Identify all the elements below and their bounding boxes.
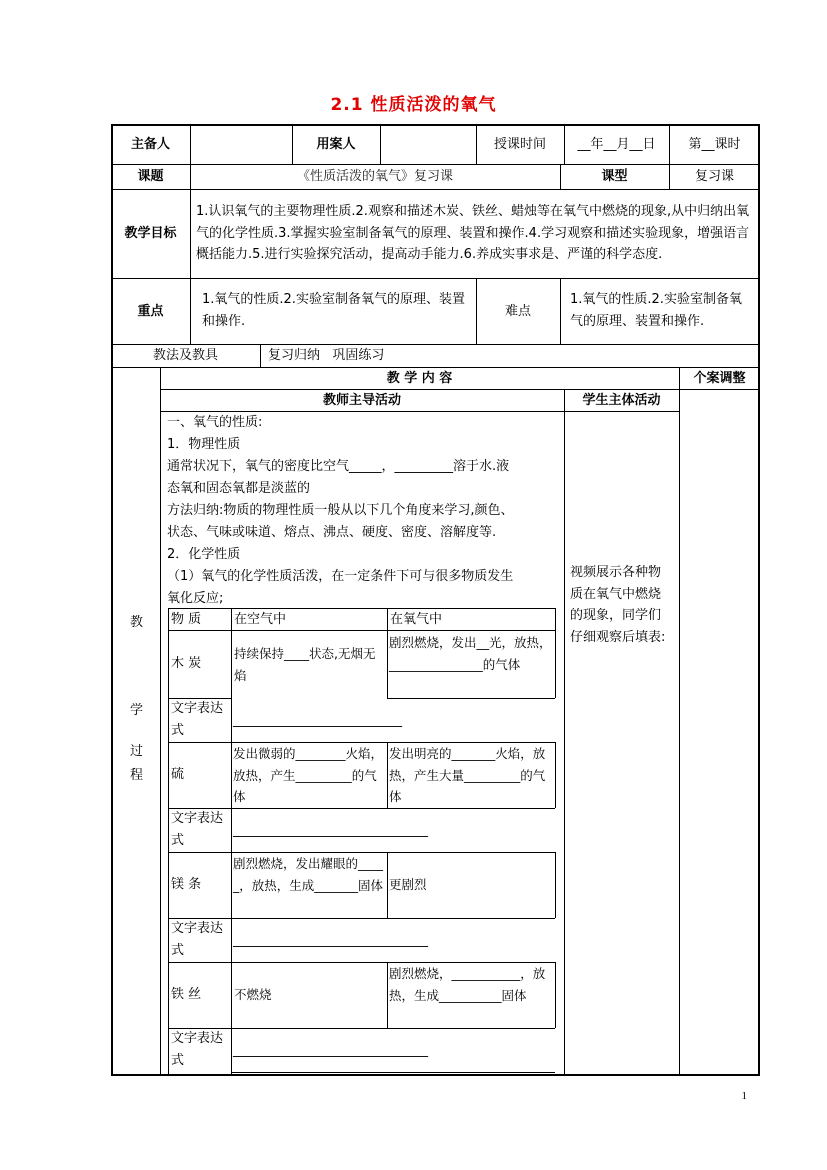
row-oxygen-iron: 剧烈燃烧，___________，放热，生成__________固体 bbox=[389, 966, 546, 1003]
side-label-3: 过 bbox=[130, 744, 144, 759]
user-label: 用案人 bbox=[316, 136, 356, 152]
hard-label: 难点 bbox=[504, 303, 531, 319]
page-title: 2.1 性质活泼的氧气 bbox=[330, 95, 497, 115]
date-field: __年__月__日 bbox=[577, 136, 656, 152]
key-label: 重点 bbox=[137, 303, 164, 319]
row-air-iron: 不燃烧 bbox=[234, 987, 272, 1002]
word-eq-label: 文字表达式 bbox=[171, 811, 224, 848]
type-label: 课型 bbox=[601, 169, 628, 184]
time-label: 授课时间 bbox=[493, 136, 546, 152]
row-oxygen-charcoal: 剧烈燃烧，发出__光，放热，_______________的气体 bbox=[389, 635, 552, 672]
word-eq-label: 文字表达式 bbox=[171, 701, 224, 738]
row-name-charcoal: 木 炭 bbox=[171, 656, 202, 671]
goal-text: 1.认识氧气的主要物理性质.2.观察和描述木炭、铁丝、蜡烛等在氧气中燃烧的现象,从中归纳出氧气的化学性质.3.掌握实验室制备氧气的原理、装置和操作.4.学习观察和描述实验现象，增强语言概括能力.5.进行实验探究活动，提高动手能力.6.养成实事求是、严谨的科学态度. bbox=[196, 204, 750, 263]
row-eq-sulfur: ______________________________ bbox=[233, 823, 428, 838]
student-activity: 视频展示各种物质在氧气中燃烧的现象，同学们仔细观察后填表: bbox=[570, 565, 666, 645]
teacher-header: 教师主导活动 bbox=[322, 392, 401, 408]
hard-text: 1.氧气的性质.2.实验室制备氧气的原理、装置和操作. bbox=[570, 292, 742, 329]
teacher-line: 一、氧气的性质: bbox=[167, 415, 263, 430]
type-value: 复习课 bbox=[694, 169, 734, 184]
row-oxygen-magnesium: 更剧烈 bbox=[389, 877, 427, 892]
preparer-value bbox=[190, 124, 292, 164]
teacher-line: 状态、气味或味道、熔点、沸点、硬度、密度、溶解度等. bbox=[167, 525, 497, 540]
row-name-sulfur: 硫 bbox=[171, 767, 185, 782]
row-eq-charcoal: __________________________ bbox=[233, 713, 402, 728]
goal-label: 教学目标 bbox=[124, 226, 177, 241]
word-eq-label: 文字表达式 bbox=[171, 1031, 224, 1068]
student-header: 学生主体活动 bbox=[582, 392, 661, 408]
row-name-magnesium: 镁 条 bbox=[171, 877, 202, 892]
key-text: 1.氧气的性质.2.实验室制备氧气的原理、装置和操作. bbox=[202, 292, 465, 329]
row-name-iron: 铁 丝 bbox=[171, 987, 202, 1002]
content-header: 教 学 内 容 bbox=[386, 370, 453, 386]
side-label-4: 程 bbox=[130, 768, 144, 783]
row-eq-magnesium: ______________________________ bbox=[233, 933, 428, 948]
row-air-magnesium: 剧烈燃烧，发出耀眼的_____，放热，生成_______固体 bbox=[233, 856, 384, 893]
method-value: 复习归纳 巩固练习 bbox=[268, 348, 385, 363]
col-air: 在空气中 bbox=[234, 612, 287, 627]
teacher-line: 态氧和固态氧都是淡蓝的 bbox=[167, 481, 311, 496]
teacher-line: 1．物理性质 bbox=[167, 437, 241, 452]
row-air-charcoal: 持续保持____状态,无烟无焰 bbox=[234, 646, 376, 683]
side-label-1: 教 bbox=[130, 615, 144, 630]
topic-value: 《性质活泼的氧气》复习课 bbox=[296, 169, 453, 184]
adjust-header: 个案调整 bbox=[693, 370, 746, 386]
method-label: 教法及教具 bbox=[152, 348, 218, 363]
user-value bbox=[380, 124, 476, 164]
preparer-label: 主备人 bbox=[130, 136, 170, 152]
col-substance: 物 质 bbox=[171, 612, 202, 627]
side-label-2: 学 bbox=[130, 703, 144, 718]
teacher-line: （1）氧气的化学性质活泼，在一定条件下可与很多物质发生 bbox=[167, 569, 514, 584]
topic-label: 课题 bbox=[137, 169, 164, 184]
teacher-line: 氧化反应; bbox=[167, 591, 224, 606]
col-oxygen: 在氧气中 bbox=[390, 612, 443, 627]
teacher-line: 方法归纳:物质的物理性质一般从以下几个角度来学习,颜色、 bbox=[167, 503, 514, 518]
period-field: 第__课时 bbox=[688, 136, 741, 152]
teacher-line: 2．化学性质 bbox=[167, 547, 241, 562]
row-oxygen-sulfur: 发出明亮的_______火焰，放热，产生大量_________的气体 bbox=[389, 746, 546, 804]
word-eq-label: 文字表达式 bbox=[171, 921, 224, 958]
teacher-line: 通常状况下，氧气的密度比空气_____，_________溶于水.液 bbox=[167, 459, 510, 474]
page-number: 1 bbox=[741, 1090, 747, 1102]
row-eq-iron: ______________________________ bbox=[233, 1043, 428, 1058]
row-air-sulfur: 发出微弱的________火焰，放热，产生_________的气体 bbox=[233, 746, 384, 804]
